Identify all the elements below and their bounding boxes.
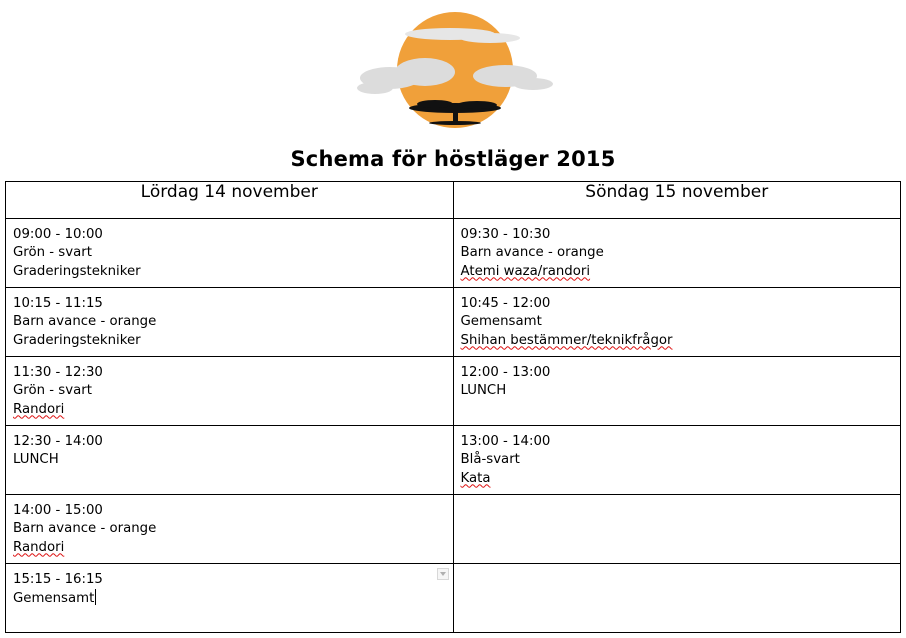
table-row	[6, 219, 901, 288]
table-row	[6, 426, 901, 495]
schedule-cell[interactable]	[6, 357, 454, 426]
session-topic: Randori	[13, 401, 65, 417]
session-group: Barn avance - orange	[13, 314, 157, 330]
schedule-cell[interactable]	[6, 288, 454, 357]
logo-sun-tree-icon	[355, 10, 555, 132]
session-group: Barn avance - orange	[460, 245, 604, 261]
schedule-cell[interactable]	[6, 219, 454, 288]
session-time: 15:15 - 16:15	[13, 572, 103, 587]
session-time: 09:00 - 10:00	[13, 227, 103, 242]
session-time: 09:30 - 10:30	[460, 227, 551, 242]
session-time: 14:00 - 15:00	[13, 503, 103, 518]
schedule-cell-empty[interactable]	[453, 564, 901, 633]
session-topic: Shihan bestämmer/teknikfrågor	[460, 332, 673, 348]
session-group: Barn avance - orange	[13, 521, 157, 537]
day-header-saturday: Lördag 14 november	[6, 182, 454, 219]
schedule-cell[interactable]	[453, 426, 901, 495]
session-time: 10:15 - 11:15	[13, 296, 103, 311]
table-row	[6, 288, 901, 357]
session-group: LUNCH	[13, 452, 59, 468]
schedule-cell[interactable]	[453, 288, 901, 357]
day-header-sunday: Söndag 15 november	[453, 182, 901, 219]
table-row	[6, 564, 901, 633]
session-group: Gemensamt	[460, 314, 542, 330]
schedule-cell[interactable]	[6, 426, 454, 495]
session-group: LUNCH	[460, 383, 507, 399]
session-group: Blå-svart	[460, 452, 520, 468]
page-title: Schema för höstläger 2015	[290, 147, 616, 171]
schedule-cell[interactable]	[453, 357, 901, 426]
schedule-cell[interactable]	[453, 219, 901, 288]
session-topic: Randori	[13, 539, 65, 555]
session-topic: Graderingstekniker	[13, 263, 141, 279]
table-header-row	[6, 182, 901, 219]
schedule-cell-active[interactable]	[6, 564, 454, 633]
schedule-table	[5, 181, 901, 633]
session-group: Grön - svart	[13, 383, 92, 399]
session-time: 11:30 - 12:30	[13, 365, 103, 380]
session-time: 13:00 - 14:00	[460, 434, 551, 449]
session-topic: Graderingstekniker	[13, 332, 141, 348]
table-row	[6, 495, 901, 564]
text-cursor	[95, 589, 96, 605]
session-time: 10:45 - 12:00	[460, 296, 551, 311]
schedule-cell-empty[interactable]	[453, 495, 901, 564]
schedule-cell[interactable]	[6, 495, 454, 564]
session-group: Grön - svart	[13, 245, 92, 261]
session-topic: Atemi waza/randori	[460, 263, 591, 279]
table-row	[6, 357, 901, 426]
session-topic: Kata	[460, 470, 491, 486]
session-time: 12:00 - 13:00	[460, 365, 551, 380]
table-options-dropdown-icon[interactable]	[437, 568, 449, 580]
session-group: Gemensamt	[13, 591, 95, 607]
session-time: 12:30 - 14:00	[13, 434, 103, 449]
